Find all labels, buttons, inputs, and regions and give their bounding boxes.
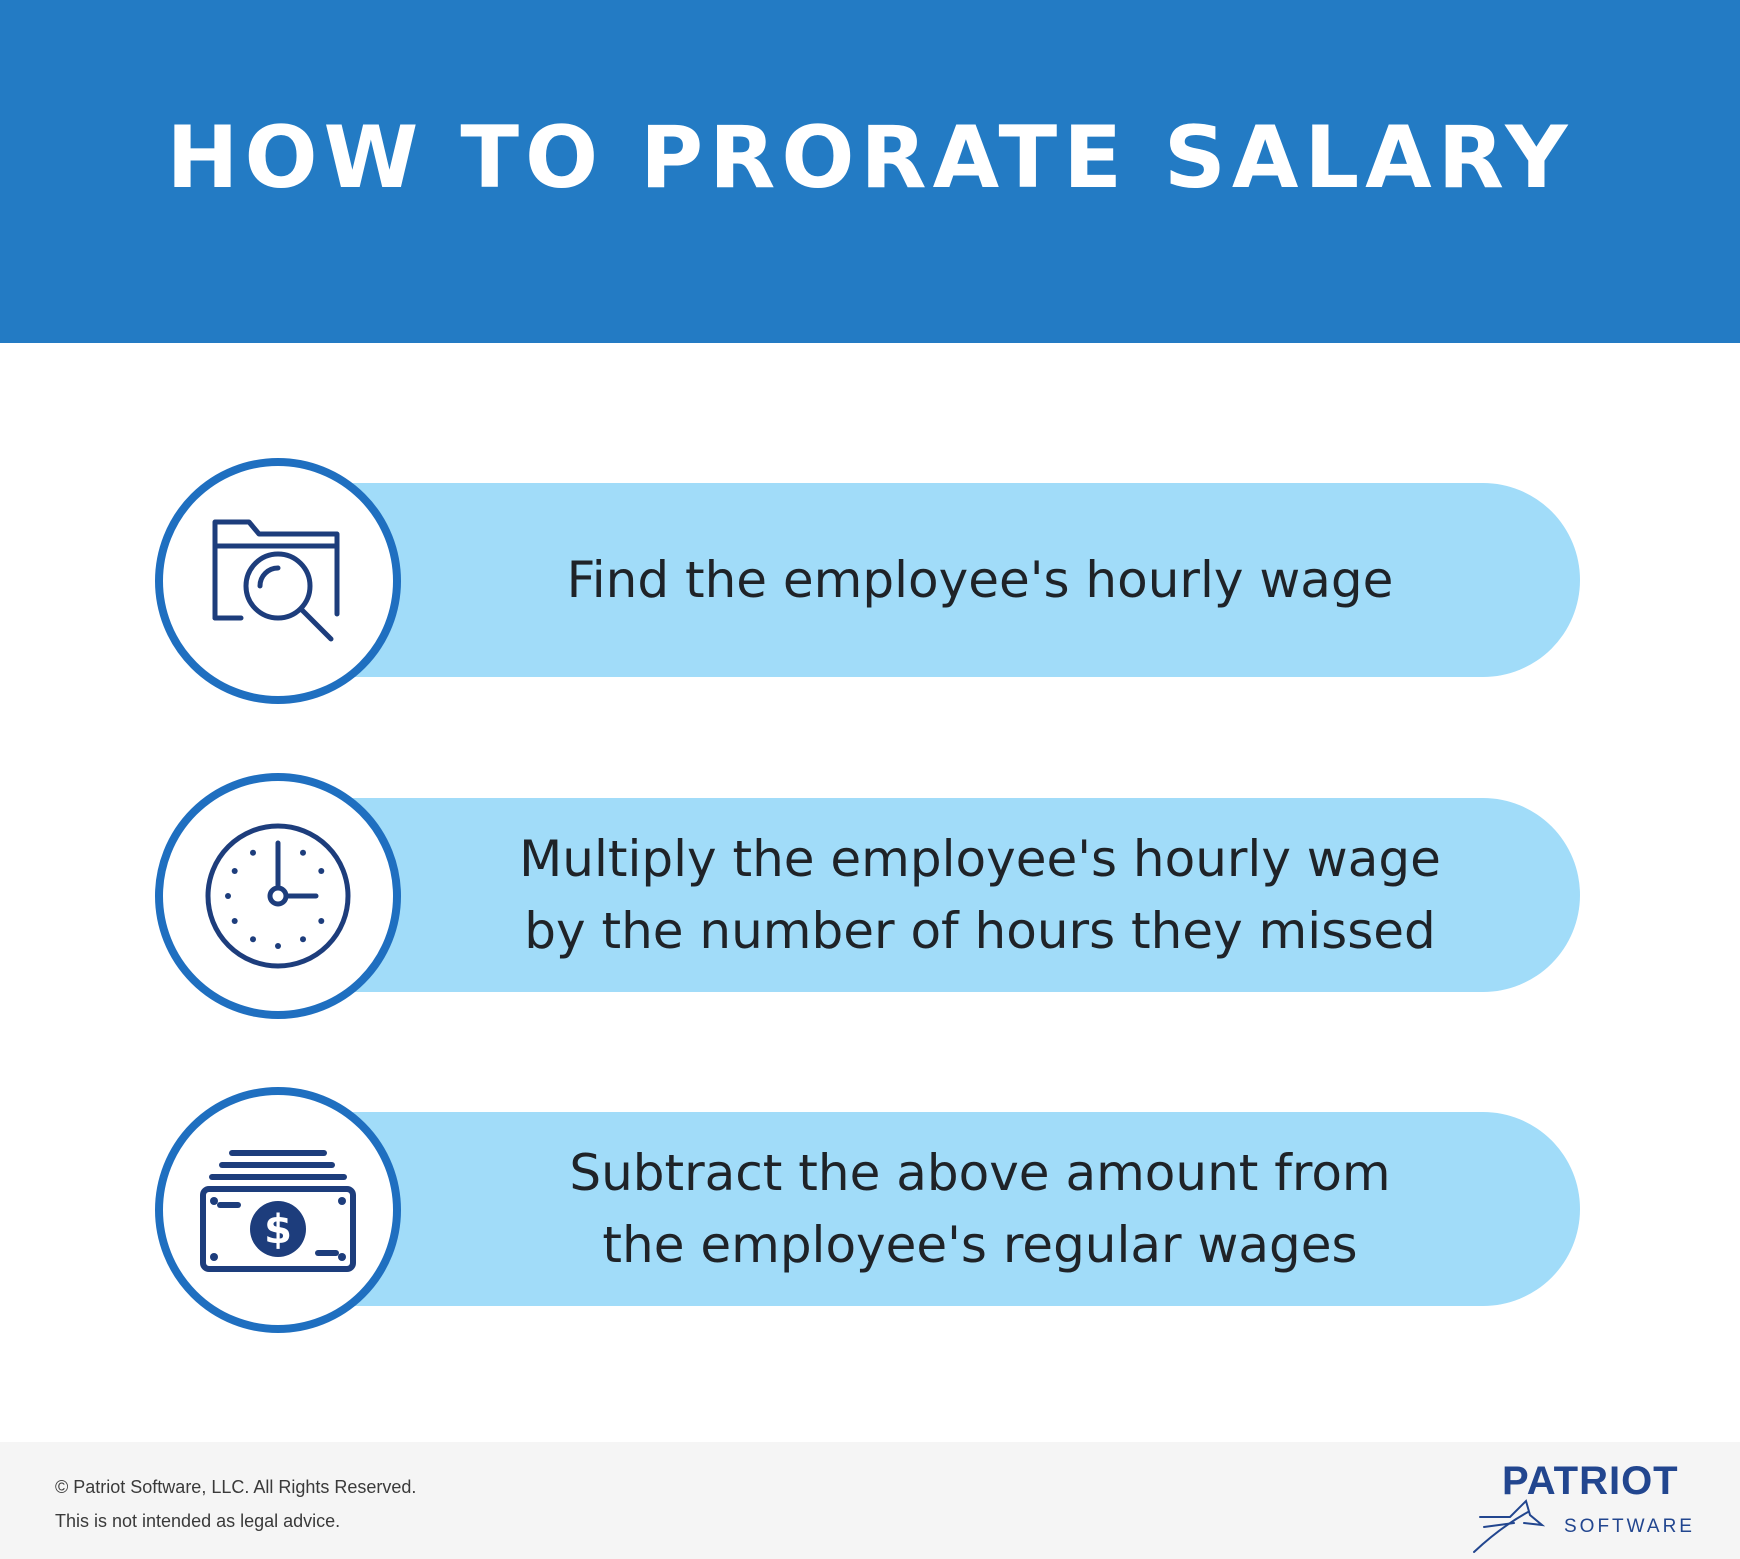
step-1-text: Find the employee's hourly wage — [566, 551, 1394, 609]
money-bill-icon — [198, 1145, 358, 1275]
step-1-icon-circle — [155, 458, 401, 704]
step-3-icon-circle — [155, 1087, 401, 1333]
header-banner — [0, 0, 1740, 343]
step-2-icon-circle — [155, 773, 401, 1019]
clock-icon — [203, 821, 353, 971]
logo-wordmark: PATRIOT — [1502, 1459, 1679, 1503]
step-3 — [155, 1087, 1580, 1333]
copyright-text: © Patriot Software, LLC. All Rights Reserved. — [55, 1477, 417, 1497]
footer — [0, 1442, 1740, 1559]
step-3-text: Subtract the above amount from the employee's regular wages — [569, 1144, 1391, 1274]
step-2 — [155, 773, 1580, 1019]
page-title: HOW TO PRORATE SALARY — [166, 107, 1574, 208]
step-2-text: Multiply the employee's hourly wage by the number of hours they missed — [519, 830, 1441, 960]
disclaimer-text: This is not intended as legal advice. — [55, 1511, 341, 1531]
step-1 — [155, 458, 1580, 704]
folder-search-icon — [203, 506, 353, 656]
svg-text:$: $ — [264, 1207, 292, 1253]
legal-notice — [55, 1470, 416, 1538]
logo-subtitle: SOFTWARE — [1564, 1516, 1695, 1537]
patriot-software-logo — [1470, 1457, 1700, 1557]
